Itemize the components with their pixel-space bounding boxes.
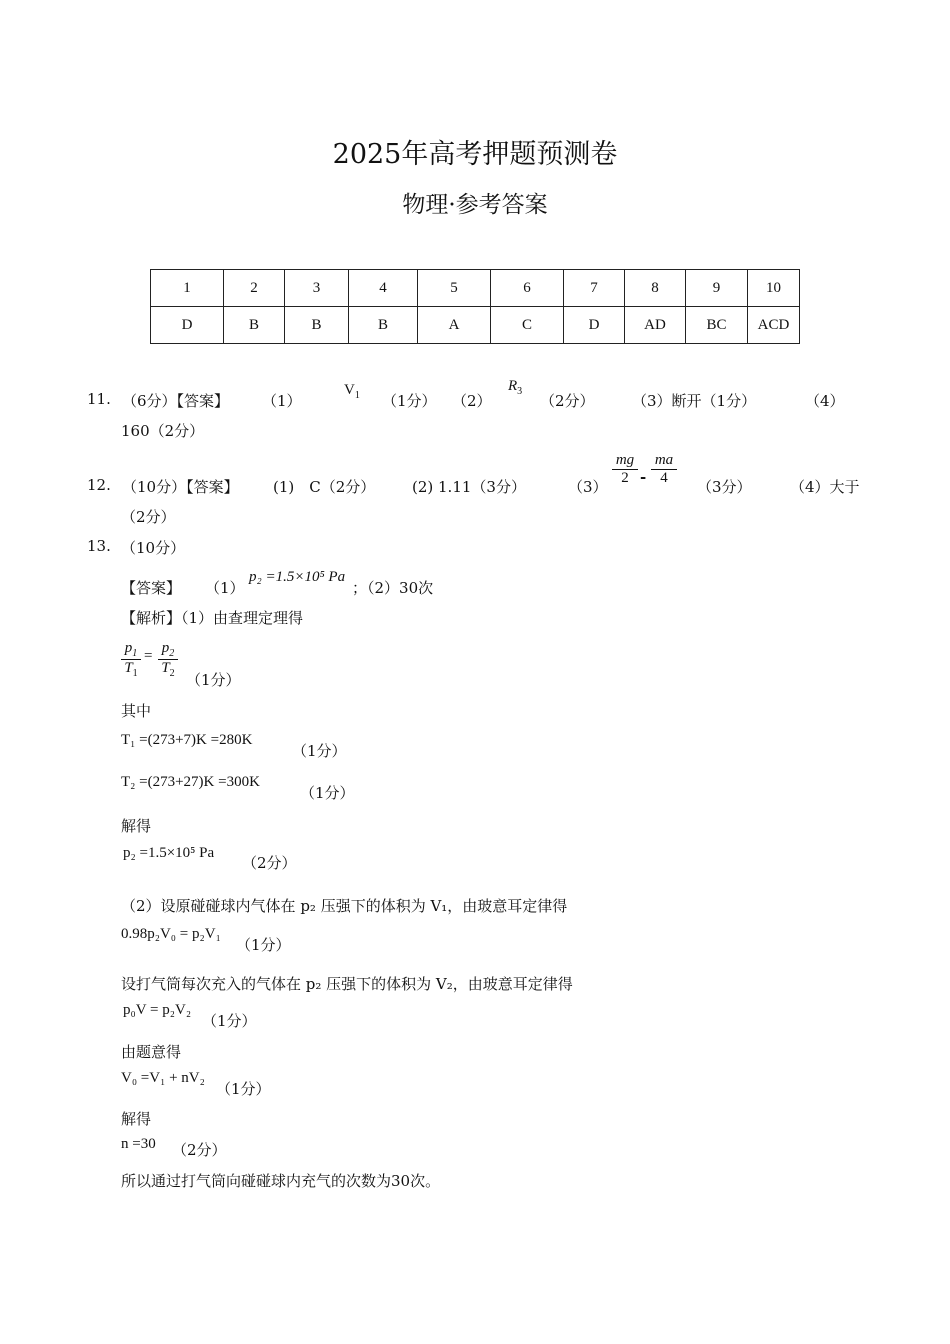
eq-boyle2: p₀V = p₂V₂ bbox=[123, 1002, 192, 1018]
q11-lead: （6分）【答案】 bbox=[122, 392, 230, 410]
q11-part1: （1） bbox=[262, 392, 302, 410]
question-number: 6 bbox=[491, 270, 564, 307]
q11-continued: 160（2分） bbox=[121, 422, 205, 440]
table-row-answers bbox=[151, 307, 800, 344]
eq-boyle2-score: （1分） bbox=[202, 1012, 257, 1030]
q11-number: 11. bbox=[87, 390, 111, 408]
q13-answer-label: 【答案】 bbox=[121, 579, 182, 597]
eq-T2-score: （1分） bbox=[300, 784, 355, 802]
eq-T2: T₂ =(273+27)K =300K bbox=[121, 774, 260, 790]
answer-cell: BC bbox=[686, 307, 748, 344]
q12-lead: （10分）【答案】 bbox=[122, 478, 239, 496]
q13-solve1: 解得 bbox=[121, 817, 152, 835]
question-number: 5 bbox=[418, 270, 491, 307]
answer-cell: B bbox=[224, 307, 285, 344]
q11-answer2: $R_3$ bbox=[508, 378, 523, 397]
q13-analysis: 【解析】（1）由查理定理得 bbox=[121, 609, 304, 627]
question-number: 1 bbox=[151, 270, 224, 307]
eq-p2-score: （2分） bbox=[242, 854, 297, 872]
q13-part2-text: （2）设原碰碰球内气体在 p₂ 压强下的体积为 V₁，由玻意耳定律得 bbox=[121, 897, 568, 915]
q12-part1: (1) C（2分） bbox=[273, 478, 376, 496]
question-number: 8 bbox=[625, 270, 686, 307]
q11-part2: （2） bbox=[452, 392, 492, 410]
answer-cell: D bbox=[564, 307, 625, 344]
q13-answer-sep: ；（2）30次 bbox=[352, 579, 434, 597]
eq-T1-score: （1分） bbox=[292, 742, 347, 760]
eq-equals: = bbox=[144, 648, 153, 664]
eq-frac-p2-T2: $\frac{p_2}{T_2}$ bbox=[158, 640, 178, 679]
q13-solve2: 解得 bbox=[121, 1110, 152, 1128]
q12-part4: （4）大于 bbox=[790, 478, 860, 496]
answer-cell: C bbox=[491, 307, 564, 344]
q12-score3: （3分） bbox=[697, 478, 752, 496]
question-number: 9 bbox=[686, 270, 748, 307]
eq-volume: V₀ =V₁ + nV₂ bbox=[121, 1070, 205, 1086]
eq-p2-result: p₂ =1.5×10⁵ Pa bbox=[123, 845, 215, 861]
answer-cell: B bbox=[349, 307, 418, 344]
answer-cell: AD bbox=[625, 307, 686, 344]
q13-by-meaning: 由题意得 bbox=[121, 1043, 182, 1061]
page-title: 2025年高考押题预测卷 bbox=[332, 139, 618, 170]
q12-part2: (2) 1.11（3分） bbox=[412, 478, 526, 496]
answer-cell: ACD bbox=[748, 307, 800, 344]
q12-fraction-ma: $\frac{ma}{4}$ bbox=[651, 452, 677, 487]
q12-continued: （2分） bbox=[121, 508, 176, 526]
q11-part3: （3）断开（1分） bbox=[632, 392, 757, 410]
question-number: 7 bbox=[564, 270, 625, 307]
q12-number: 12. bbox=[87, 476, 111, 494]
answer-cell: A bbox=[418, 307, 491, 344]
eq-boyle1-score: （1分） bbox=[236, 936, 291, 954]
q13-score: （10分） bbox=[121, 539, 186, 557]
question-number: 4 bbox=[349, 270, 418, 307]
answer-table bbox=[150, 269, 800, 344]
eq-n-result: n =30 bbox=[121, 1136, 156, 1152]
question-number: 3 bbox=[285, 270, 349, 307]
q12-fraction-mg: $\frac{mg}{2}$ bbox=[612, 452, 638, 487]
eq1-score: （1分） bbox=[186, 671, 241, 689]
question-number: 10 bbox=[748, 270, 800, 307]
question-number: 2 bbox=[224, 270, 285, 307]
q13-number: 13. bbox=[87, 537, 111, 555]
q12-minus: - bbox=[640, 468, 647, 486]
q13-answer1-eq: p₂ =1.5×10⁵ Pa bbox=[249, 569, 346, 585]
q12-part3: （3） bbox=[568, 478, 608, 496]
page-subtitle: 物理·参考答案 bbox=[402, 192, 548, 218]
q13-where: 其中 bbox=[121, 702, 152, 720]
q13-part2b-text: 设打气筒每次充入的气体在 p₂ 压强下的体积为 V₂，由玻意耳定律得 bbox=[121, 975, 573, 993]
eq-T1: T₁ =(273+7)K =280K bbox=[121, 732, 253, 748]
q11-answer1: $V_1$ bbox=[344, 382, 360, 401]
table-row-numbers bbox=[151, 270, 800, 307]
eq-boyle1: 0.98p₂V₀ = p₂V₁ bbox=[121, 926, 221, 942]
q11-part4: （4） bbox=[805, 392, 845, 410]
q11-score1: （1分） bbox=[382, 392, 437, 410]
q11-score2: （2分） bbox=[540, 392, 595, 410]
eq-volume-score: （1分） bbox=[216, 1080, 271, 1098]
eq-frac-p1-T1: $\frac{p_1}{T_1}$ bbox=[121, 640, 141, 679]
eq-n-score: （2分） bbox=[172, 1141, 227, 1159]
answer-cell: B bbox=[285, 307, 349, 344]
q13-answer-part1: （1） bbox=[205, 579, 245, 597]
q13-conclusion: 所以通过打气筒向碰碰球内充气的次数为30次。 bbox=[121, 1172, 441, 1190]
answer-cell: D bbox=[151, 307, 224, 344]
